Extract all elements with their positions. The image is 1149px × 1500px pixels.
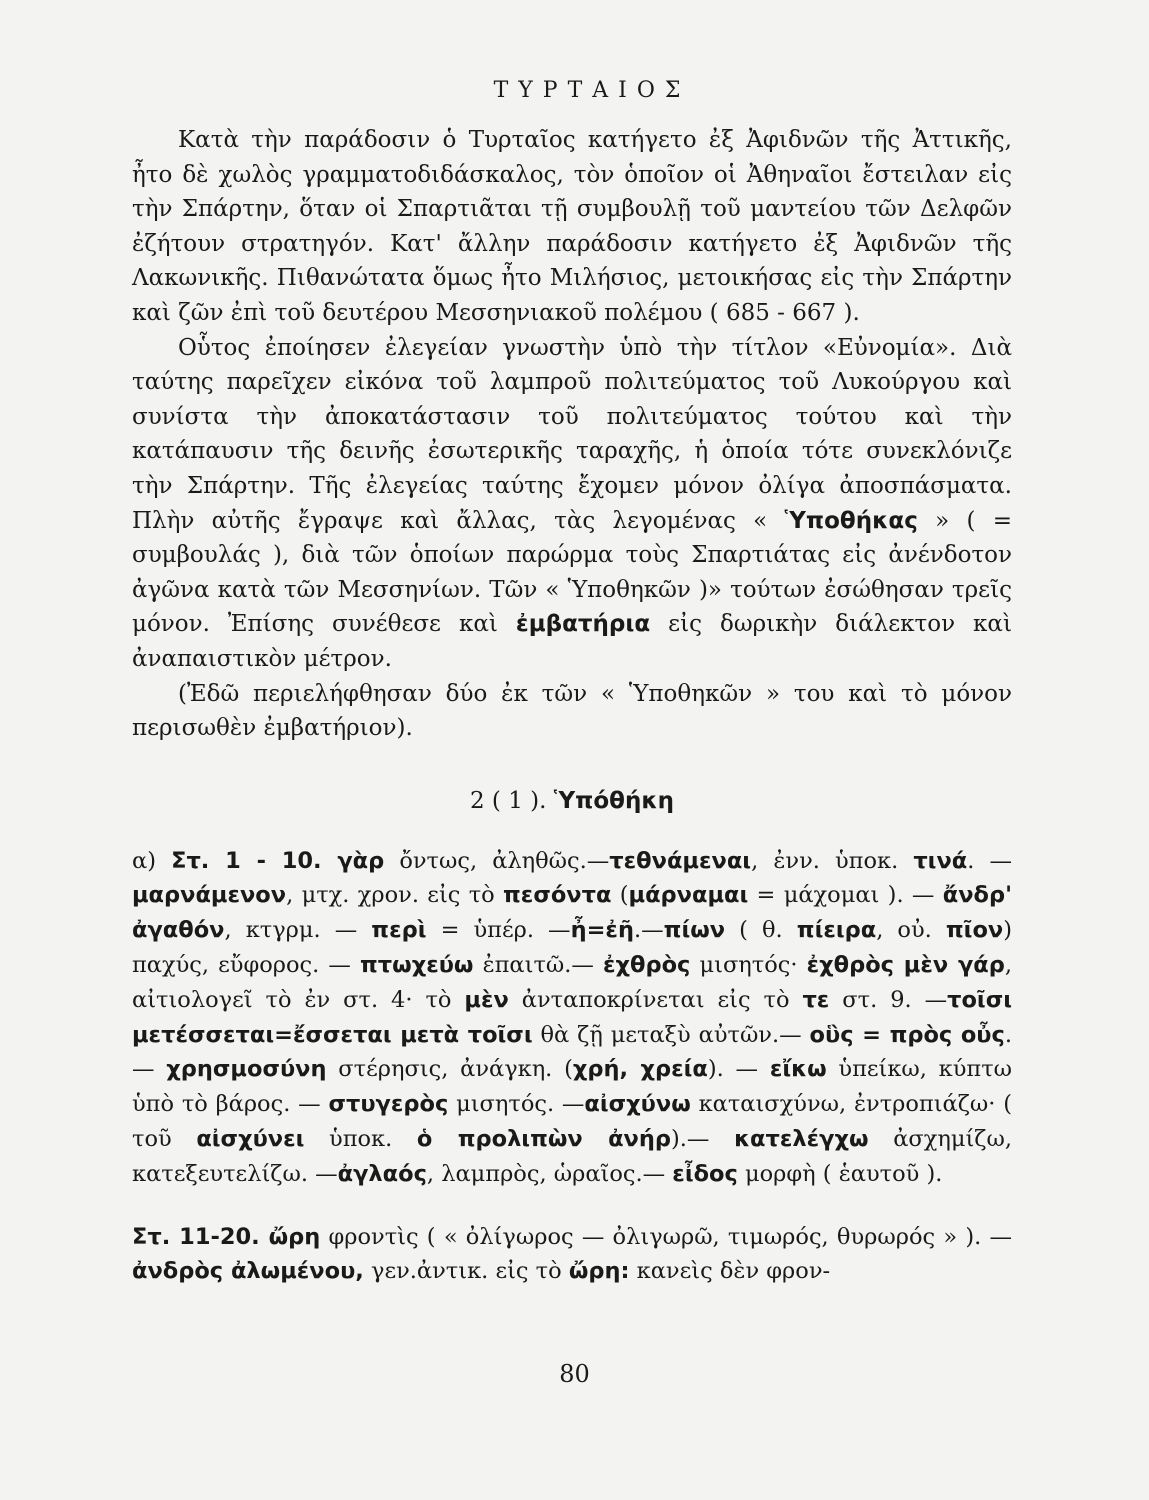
lemma-term: πῖον bbox=[945, 917, 1004, 944]
commentary-text: κανεὶς δὲν φρον- bbox=[629, 1258, 831, 1285]
page-content bbox=[132, 78, 1012, 1289]
commentary-text: , λαμπρὸς, ὡραῖος.— bbox=[426, 1160, 673, 1187]
lemma-term: μαρνάμενον bbox=[132, 882, 287, 909]
commentary-text: . — bbox=[132, 1021, 1012, 1083]
commentary-text: ἐπαιτῶ.— bbox=[473, 952, 603, 979]
works-text-3: εἰς δωρικὴν διάλεκτον καὶ ἀναπαιστικὸν μέτρον. bbox=[132, 611, 1012, 672]
commentary-text: α) bbox=[132, 847, 172, 874]
commentary-text: φροντὶς ( « ὀλίγωρος — ὀλιγωρῶ, τιμωρός, θυρωρός » ). — bbox=[320, 1223, 1012, 1250]
commentary-text: ὑπείκω, κύπτω ὑπὸ τὸ βάρος. — bbox=[132, 1056, 1013, 1118]
lemma-term: χρή, χρεία bbox=[572, 1056, 708, 1083]
commentary-text: , αἰτιολογεῖ τὸ ἐν στ. 4· τὸ bbox=[132, 952, 1013, 1013]
lemma-term: τοῖσι μετέσσεται=ἔσσεται μετὰ τοῖσι bbox=[132, 986, 1012, 1048]
lemma-term: μὲν bbox=[464, 986, 509, 1013]
lemma-term: τεθνάμεναι bbox=[609, 847, 752, 874]
commentary-text: , μτχ. χρον. εἰς τὸ bbox=[286, 882, 503, 909]
commentary-text: θὰ ζῇ μεταξὺ αὐτῶν.— bbox=[532, 1021, 810, 1048]
commentary-text: , οὐ. bbox=[876, 917, 946, 944]
lemma-term: τε bbox=[802, 986, 830, 1013]
lemma-term: αἰσχύνω bbox=[584, 1091, 691, 1118]
lemma-term: Στ. 11-20. ὤρη bbox=[132, 1223, 321, 1250]
lemma-term: ἐχθρὸς bbox=[603, 952, 691, 979]
lemma-term: στυγερὸς bbox=[328, 1091, 449, 1118]
commentary bbox=[132, 844, 1012, 1290]
commentary-text: . — bbox=[967, 847, 1013, 874]
works-term-embateria: ἐμβατήρια bbox=[515, 611, 651, 638]
commentary-text: μισητός· bbox=[690, 952, 807, 979]
section-heading bbox=[132, 788, 1012, 814]
commentary-text: = μάχομαι ). — bbox=[748, 882, 943, 909]
lemma-term: περὶ bbox=[371, 917, 427, 944]
lemma-term: ἀγλαός bbox=[337, 1160, 427, 1187]
lemma-term: εἶδος bbox=[672, 1160, 738, 1187]
lemma-term: πεσόντα bbox=[503, 882, 612, 909]
lemma-term: Στ. 1 - 10. γὰρ bbox=[171, 847, 385, 874]
commentary-text: μισητός. — bbox=[448, 1091, 585, 1118]
commentary-verses-1-10 bbox=[132, 844, 1012, 1192]
note-paragraph: (Ἐδῶ περιελήφθησαν δύο ἐκ τῶν « Ὑποθηκῶν » του καὶ τὸ μόνον περισωθὲν ἐμβατήριον). bbox=[132, 680, 1012, 742]
commentary-text: ὄντως, ἀληθῶς.— bbox=[384, 847, 610, 874]
lemma-term: πίων bbox=[663, 917, 726, 944]
lemma-term: πτωχεύω bbox=[359, 952, 474, 979]
lemma-term: τινά bbox=[913, 847, 968, 874]
lemma-term: χρησμοσύνη bbox=[166, 1056, 327, 1083]
commentary-text: στέρησις, ἀνάγκη. ( bbox=[326, 1056, 573, 1083]
lemma-term: ἐχθρὸς μὲν γάρ bbox=[806, 952, 1005, 979]
commentary-text: ). — bbox=[707, 1056, 770, 1083]
lemma-term: οὓς = πρὸς οὖς bbox=[809, 1021, 1005, 1048]
lemma-term: εἴκω bbox=[769, 1056, 827, 1083]
intro-paragraph: Κατὰ τὴν παράδοσιν ὁ Τυρταῖος κατήγετο ἐξ Ἀφιδνῶν τῆς Ἀττικῆς, ἦτο δὲ χωλὸς γραμματοδιδάσκαλος, τὸν ὁποῖον οἱ Ἀθηναῖοι ἔστειλαν εἰς τὴν Σπάρτην, ὅταν οἱ Σπαρτιᾶται τῇ συμβουλῇ τοῦ μαντείου τῶν Δελφῶν ἐζήτουν στρατηγόν. Κατ' ἄλλην παράδοσιν κατήγετο ἐξ Ἀφιδνῶν τῆς Λακωνικῆς. Πιθανώτατα ὅμως ἦτο Μιλήσιος, μετοικήσας εἰς τὴν Σπάρτην καὶ ζῶν ἐπὶ τοῦ δευτέρου Μεσσηνιακοῦ πολέμου ( 685 - 667 ). bbox=[132, 127, 1012, 326]
commentary-text: = ὑπέρ. — bbox=[426, 917, 571, 944]
lemma-term: πίειρα bbox=[796, 917, 877, 944]
works-term-hypothekas: Ὑποθήκας bbox=[784, 507, 918, 534]
commentary-text: ὑποκ. bbox=[304, 1126, 417, 1153]
commentary-text: ).— bbox=[670, 1126, 735, 1153]
commentary-text: ( bbox=[611, 882, 629, 909]
works-text-1: Οὗτος ἐποίησεν ἐλεγείαν γνωστὴν ὑπὸ τὴν τίτλον «Εὐνομία». Διὰ ταύτης παρεῖχεν εἰκόνα τοῦ λαμπροῦ πολιτεύματος τοῦ Λυκούργου καὶ συνίστα τὴν ἀποκατάστασιν τοῦ πολιτεύματος τούτου καὶ τὴν κατάπαυσιν τῆς δεινῆς ἐσωτερικῆς ταραχῆς, ἡ ὁποία τότε συνεκλόνιζε τὴν Σπάρτην. Τῆς ἐλεγείας ταύτης ἔχομεν μόνον ὀλίγα ἀποσπάσματα. Πλὴν αὐτῆς ἔγραψε καὶ ἄλλας, τὰς λεγομένας « bbox=[132, 334, 1012, 534]
lemma-term: μάρναμαι bbox=[628, 882, 749, 909]
works-paragraph bbox=[132, 331, 1012, 677]
lemma-term: κατελέγχω bbox=[734, 1126, 869, 1153]
lemma-term: ἀνδρὸς ἀλωμένου, bbox=[132, 1258, 364, 1285]
commentary-text: στ. 9. — bbox=[829, 986, 948, 1013]
lemma-term: αἰσχύνει bbox=[196, 1126, 305, 1153]
commentary-text: γεν.ἀντικ. εἰς τὸ bbox=[363, 1258, 569, 1285]
commentary-text: ( θ. bbox=[725, 917, 797, 944]
commentary-text: ἀσχημίζω, κατεξευτελίζω. — bbox=[132, 1126, 1012, 1187]
commentary-text: μορφὴ ( ἑαυτοῦ ). bbox=[737, 1160, 943, 1187]
commentary-text: ἀνταποκρίνεται εἰς τὸ bbox=[508, 986, 803, 1013]
commentary-verses-11-20 bbox=[132, 1220, 1012, 1290]
commentary-text: , ἐνν. ὑποκ. bbox=[751, 847, 914, 874]
lemma-term: ὤρη: bbox=[568, 1258, 630, 1285]
commentary-text: καταισχύνω, ἐντροπιάζω· ( τοῦ bbox=[132, 1091, 1012, 1153]
running-head-title: ΤΥΡΤΑΙΟΣ bbox=[493, 78, 691, 103]
lemma-term: ἄνδρ' ἀγαθόν bbox=[132, 882, 1012, 944]
lemma-term: ὁ προλιπὼν ἀνήρ bbox=[416, 1126, 671, 1153]
commentary-text: .— bbox=[633, 917, 664, 944]
section-number: 2 ( 1 ). bbox=[469, 787, 547, 814]
section-title: Ὑπόθήκη bbox=[553, 787, 675, 814]
lemma-term: ἦ=ἐῆ bbox=[570, 917, 634, 944]
works-text-2: » ( = συμβουλάς ), διὰ τῶν ὁποίων παρώρμα τοὺς Σπαρτιάτας εἰς ἀνένδοτον ἀγῶνα κατὰ τῶν Μεσσηνίων. Τῶν « Ὑποθηκῶν )» τούτων ἐσώθησαν τρεῖς μόνον. Ἐπίσης συνέθεσε καὶ bbox=[132, 507, 1013, 638]
commentary-text: ) παχύς, εὔφορος. — bbox=[132, 917, 1013, 979]
page-number: 80 bbox=[559, 1360, 590, 1388]
commentary-text: , κτγρμ. — bbox=[224, 917, 372, 944]
